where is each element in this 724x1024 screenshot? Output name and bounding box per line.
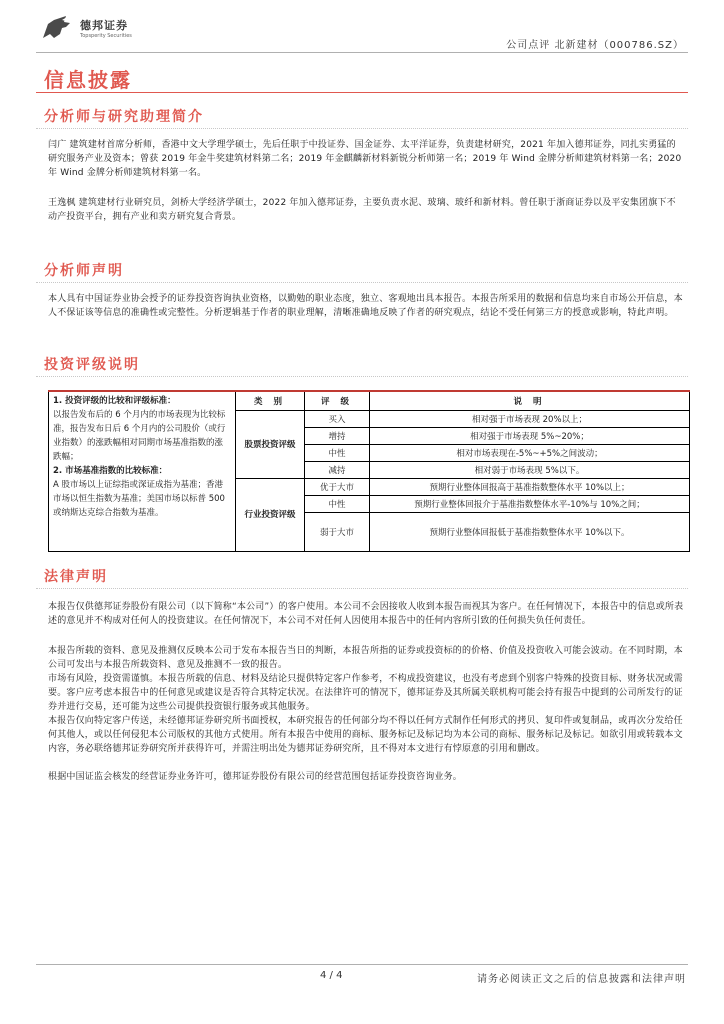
desc-cell: 相对市场表现在-5%~+5%之间波动；: [370, 445, 690, 462]
legal-para-5: 根据中国证监会核发的经营证券业务许可，德邦证券股份有限公司的经营范围包括证券投资咨询业务。: [48, 772, 463, 782]
analyst-intro-heading: 分析师与研究助理简介: [44, 109, 204, 125]
benchmark-body: A 股市场以上证综指或深证成指为基准；香港市场以恒生指数为基准；美国市场以标普 500 或纳斯达克综合指数为基准。: [53, 480, 225, 518]
page-number: 4 / 4: [320, 970, 343, 981]
grade-cell: 优于大市: [305, 479, 370, 496]
legal-para-4: 本报告仅向特定客户传送，未经德邦证券研究所书面授权，本研究报告的任何部分均不得以任何方式制作任何形式的拷贝、复印件或复制品，或再次分发给任何其他人，或以任何侵犯本公司版权的其他方式使用。所有本报告中使用的商标、服务标记及标记均为本公司的商标、服务标记及标记。如欲引用或转载本文内容，务必联络德邦证券研究所并获得许可，并需注明出处为德邦证券研究所，且不得对本文进行有悖原意的引用和删改。: [48, 716, 683, 754]
desc-cell: 相对弱于市场表现 5%以下。: [370, 462, 690, 479]
legal-heading: 法律声明: [44, 569, 108, 585]
analyst-statement-text: 本人具有中国证券业协会授予的证券投资咨询执业资格，以勤勉的职业态度，独立、客观地出具本报告。本报告所采用的数据和信息均来自市场公开信息，本人不保证该等信息的准确性或完整性。分析逻辑基于作者的职业理解，清晰准确地反映了作者的研究观点，结论不受任何第三方的授意或影响，特此声明。: [48, 294, 683, 318]
footer-disclaimer: 请务必阅读正文之后的信息披露和法律声明: [477, 974, 686, 985]
col-header-desc: 说 明: [370, 391, 690, 411]
analyst-intro-rule: [36, 128, 688, 129]
desc-cell: 预期行业整体回报高于基准指数整体水平 10%以上；: [370, 479, 690, 496]
page-header: [36, 14, 688, 54]
report-type-and-ticker: 公司点评 北新建材（000786.SZ）: [506, 40, 684, 51]
grade-cell: 买入: [305, 411, 370, 428]
legal-para-1: 本报告仅供德邦证券股份有限公司（以下简称“本公司”）的客户使用。本公司不会因接收人收到本报告而视其为客户。在任何情况下，本报告中的信息或所表述的意见并不构成对任何人的投资建议。在任何情况下，本公司不对任何人因使用本报告中的任何内容所引致的任何损失负任何责任。: [48, 602, 684, 626]
grade-cell: 弱于大市: [305, 513, 370, 552]
rating-standard-title: 1. 投资评级的比较和评级标准：: [53, 396, 176, 406]
analyst-statement-heading: 分析师声明: [44, 263, 124, 279]
page-title: 信息披露: [44, 68, 132, 92]
grade-cell: 减持: [305, 462, 370, 479]
rating-rule: [36, 376, 688, 377]
industry-rating-category: 行业投资评级: [236, 479, 305, 552]
col-header-grade: 评 级: [305, 391, 370, 411]
footer-divider: [36, 964, 688, 965]
legal-para-2: 本报告所载的资料、意见及推测仅反映本公司于发布本报告当日的判断，本报告所指的证券或投资标的的价格、价值及投资收入可能会波动。在不同时期，本公司可发出与本报告所载资料、意见及推测不一致的报告。: [48, 646, 683, 670]
rating-standards-cell: [49, 391, 236, 552]
company-logo: [40, 14, 132, 42]
logo-name-cn: 德邦证券: [80, 19, 128, 32]
stock-rating-category: 股票投资评级: [236, 411, 305, 479]
legal-para-3: 市场有风险，投资需谨慎。本报告所载的信息、材料及结论只提供特定客户作参考，不构成投资建议，也没有考虑到个别客户特殊的投资目标、财务状况或需要。客户应考虑本报告中的任何意见或建议是否符合其特定状况。在法律许可的情况下，德邦证券及其所属关联机构可能会持有报告中提到的公司所发行的证券并进行交易，还可能为这些公司提供投资银行服务或其他服务。: [48, 674, 683, 712]
legal-rule: [36, 588, 688, 589]
header-divider: [36, 52, 688, 53]
analyst-bio-2: 王逸枫 建筑建材行业研究员，剑桥大学经济学硕士，2022 年加入德邦证券，主要负责水泥、玻璃、玻纤和新材料。曾任职于浙商证券以及平安集团旗下不动产投资平台，拥有产业和卖方研究复合背景。: [48, 198, 676, 222]
title-divider: [36, 92, 688, 93]
desc-cell: 相对强于市场表现 5%~20%；: [370, 428, 690, 445]
rating-standard-body: 以报告发布后的 6 个月内的市场表现为比较标准，报告发布日后 6 个月内的公司股价（或行业指数）的涨跌幅相对同期市场基准指数的涨跌幅；: [53, 410, 226, 462]
benchmark-title: 2. 市场基准指数的比较标准：: [53, 466, 168, 476]
bull-logo-icon: [40, 14, 76, 42]
desc-cell: 预期行业整体回报介于基准指数整体水平-10%与 10%之间；: [370, 496, 690, 513]
analyst-statement-rule: [36, 282, 688, 283]
rating-table: [48, 390, 690, 552]
col-header-category: 类 别: [236, 391, 305, 411]
desc-cell: 预期行业整体回报低于基准指数整体水平 10%以下。: [370, 513, 690, 552]
grade-cell: 增持: [305, 428, 370, 445]
table-row: [49, 391, 690, 411]
rating-heading: 投资评级说明: [44, 357, 140, 373]
grade-cell: 中性: [305, 445, 370, 462]
desc-cell: 相对强于市场表现 20%以上；: [370, 411, 690, 428]
analyst-bio-1: 闫广 建筑建材首席分析师，香港中文大学理学硕士，先后任职于中投证券、国金证券、太平洋证券，负责建材研究，2021 年加入德邦证券，同扎实勇猛的研究服务产业及资本；曾获 2019 年金牛奖建筑材料第二名；2019 年金麒麟新材料新锐分析师第一名；2019 年 Wind 金牌分析师建筑材料第一名；2020 年 Wind 金牌分析师建筑材料第一名。: [48, 140, 682, 178]
logo-name-en: Topsperity Securities: [80, 33, 132, 39]
grade-cell: 中性: [305, 496, 370, 513]
